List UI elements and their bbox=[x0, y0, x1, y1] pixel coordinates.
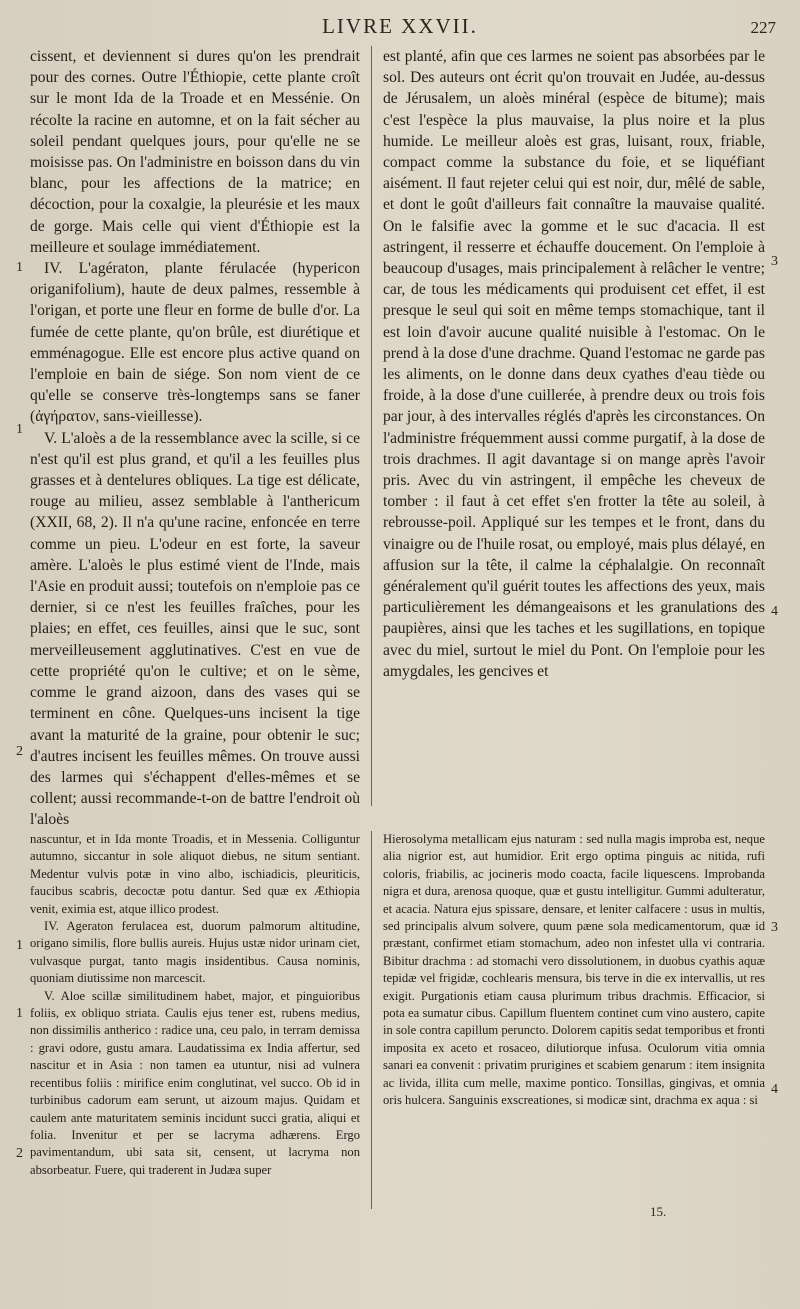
latin-paragraph: V. Aloe scillæ similitudinem habet, major, et pinguioribus foliis, ex obliquo striata. Caulis ejus tener est, rubens medius, non dissimilis antherico : radice una, ceu palo, in terram demissa : gravi odore, gustu amara. Laudatissima ex India affertur, sed nascitur et in Asia : non tamen ea utuntur, nisi ad vulnera recentibus foliis : mirifice enim conglutinat, vel succo. Ob id in turbinibus cadorum eam serunt, ut aizoum majus. Quidam et caulem ante maturitatem seminis incidunt succi gratia, aliqui et folia. Invenitur et per se lacryma adhærens. Ergo pavimentandum, ubi sata sit, censent, ut lacryma non absorbeatur. Fuere, qui traderent in Judæa super bbox=[30, 988, 360, 1177]
latin-text-right-column bbox=[383, 831, 765, 1203]
latin-paragraph: IV. Ageraton ferulacea est, duorum palmorum altitudine, origano similis, flore bullis aureis. Hujus ustæ nidor urinam ciet, vulvasque purgat, tanto magis insidentibus. Causa nominis, quoniam diutissime non marcescit. bbox=[30, 919, 360, 986]
margin-number: 1 bbox=[16, 422, 23, 437]
margin-number: 3 bbox=[771, 254, 778, 269]
page-number: 227 bbox=[750, 18, 776, 37]
margin-number: 3 bbox=[771, 920, 778, 935]
french-text-left-column bbox=[30, 46, 360, 829]
margin-number: 2 bbox=[16, 744, 23, 759]
margin-number: 4 bbox=[771, 1082, 778, 1097]
french-paragraph: V. L'aloès a de la ressemblance avec la scille, si ce n'est qu'il est plus grand, et qu'il a les feuilles plus grasses et à dentelures obliques. La tige est délicate, rouge au milieu, assez semblable à l'anthericum (XXII, 68, 2). Il n'a qu'une racine, enfoncée en terre comme un pieu. L'odeur en est forte, la saveur amère. L'aloès le plus estimé vient de l'Inde, mais l'Asie en produit aussi; toutefois on n'emploie pas ce dernier, si ce n'est les feuilles fraîches, pour les plaies; en effet, ces feuilles, ainsi que le suc, sont merveilleusement agglutinatives. C'est en vue de cette propriété qu'on le cultive; et on le sème, comme le grand aizoon, dans des vases qui se terminent en cône. Quelques-uns incisent la tige avant la maturité de la graine, pour obtenir le suc; d'autres incisent les feuilles mêmes. On trouve aussi des larmes qui s'échappent d'elles-mêmes et se collent; aussi recommande-t-on de battre l'endroit où l'aloès bbox=[30, 429, 360, 829]
column-divider bbox=[371, 831, 372, 1209]
french-paragraph: est planté, afin que ces larmes ne soient pas absorbées par le sol. Des auteurs ont écrit qu'on trouvait en Judée, au-dessus de Jérusalem, un aloès minéral (espèce de bitume); mais c'est l'espèce la plus mauvaise, la plus noire et la plus humide. Le meilleur aloès est gras, luisant, roux, friable, compact comme la substance du foie, et se liquéfiant aisément. Il faut rejeter celui qui est noir, dur, mêlé de sable, et dont le goût d'ailleurs fait connaître la mauvaise qualité. On le falsifie avec la gomme et le suc d'acacia. Il est astringent, il resserre et échauffe doucement. On l'emploie à beaucoup d'usages, mais principalement à relâcher le ventre; car, de tous les médicaments qui produisent cet effet, il est presque le seul qui soit en même temps stomachique, tant il est loin d'avoir aucune qualité nuisible à l'estomac. On le prend à la dose d'une drachme. Quand l'estomac ne garde pas les aliments, on le donne dans deux cyathes d'eau tiède ou froide, à la dose d'une cuillerée, à prendre deux ou trois fois par jour, à des intervalles réglés d'après les circonstances. On l'administre fréquemment aussi comme purgatif, à la dose de trois drachmes. Il agit davantage si on mange après l'avoir pris. Avec du vin astringent, il empêche les cheveux de tomber : il faut à cet effet s'en frotter la tête au soleil, à rebrousse-poil. Appliqué sur les tempes et le front, dans du vinaigre ou de l'huile rosat, ou employé, mais plus délayé, en affusion sur la tête, il calme la céphalalgie. On reconnaît généralement qu'il guérit toutes les affections des yeux, mais particulièrement les démangeaisons et les granulations des paupières, ainsi que les taches et les sugillations, en topique avec du miel, surtout le miel du Pont. On l'emploie pour les amygdales, les gencives et bbox=[383, 48, 765, 680]
french-paragraph: cissent, et deviennent si dures qu'on les prendrait pour des cornes. Outre l'Éthiopie, cette plante croît sur le mont Ida de la Troade et en Messénie. On récolte la racine en automne, et on la fait sécher au soleil pendant quelques jours, pour qu'elle ne se moisisse pas. On l'administre en boisson dans du vin blanc, pour les affections de la matrice; en décoction, pour la coxalgie, la pleurésie et les maux de gorge. Mais celle qui vient d'Éthiopie est la meilleure et soulage immédiatement. bbox=[30, 48, 360, 256]
column-divider bbox=[371, 46, 372, 806]
signature-mark: 15. bbox=[650, 1204, 667, 1219]
margin-number: 1 bbox=[16, 260, 23, 275]
latin-paragraph: nascuntur, et in Ida monte Troadis, et in Messenia. Colliguntur autumno, siccantur in sole aliquot diebus, ne situm sentiant. Medentur vulvis potæ in vino albo, ischiadicis, pleuriticis, faucibus scabris, decoctæ potu dantur. Sed quæ ex Æthiopia venit, eximia est, atque illico prodest. bbox=[30, 832, 360, 916]
french-text-right-column bbox=[383, 46, 765, 808]
running-header: LIVRE XXVII. bbox=[322, 14, 478, 38]
latin-text-left-column bbox=[30, 831, 360, 1267]
margin-number: 2 bbox=[16, 1146, 23, 1161]
latin-paragraph: Hierosolyma metallicam ejus naturam : sed nulla magis improba est, neque alia nigrior est, aut humidior. Erit ergo optima pinguis ac nitida, rufi coloris, friabilis, ac jocineris modo coacta, facile liquescens. Improbanda nigra et dura, arenosa quoque, quæ et gustu intelligitur. Gummi adulteratur, et acacia. Natura ejus spissare, densare, et leniter calfacere : usus in multis, sed principalis alvum solvere, quum pæne sola medicamentorum, quæ id præstant, confirmet etiam stomachum, adeo non infestet ulla vi contraria. Bibitur drachma : ad stomachi vero dissolutionem, in duobus cyathis aquæ tepidæ vel frigidæ, cochlearis mensura, bis terve in die ex intervallis, ut res exigit. Purgationis etiam causa plurimum tribus drachmis. Efficacior, si pota ea sumatur cibus. Capillum fluentem continet cum vino austero, capite in sole contra capillum peruncto. Dolorem capitis sedat temporibus et fronti imposita ex aceto et rosaceo, dilutiorque infusa. Oculorum vitia omnia sanari ea convenit : privatim prurigines et scabiem genarum : item insignita ac livida, illita cum melle, maxime pontico. Tonsillas, gingivas, et omnia oris hulcera. Sanguinis exscreationes, si modicæ sint, drachma ex aqua : si bbox=[383, 832, 765, 1108]
margin-number: 1 bbox=[16, 938, 23, 953]
margin-number: 1 bbox=[16, 1006, 23, 1021]
french-paragraph: IV. L'agératon, plante férulacée (hypericon origanifolium), haute de deux palmes, ressemble à l'origan, et porte une fleur en forme de bulle d'or. La fumée de cette plante, qu'on brûle, est diurétique et emménagogue. Elle est encore plus active quand on l'emploie en bain de siége. Son nom vient de ce qu'elle se conserve très-longtemps sans se faner (ἀγήρατον, sans-vieillesse). bbox=[30, 260, 360, 426]
margin-number: 4 bbox=[771, 604, 778, 619]
